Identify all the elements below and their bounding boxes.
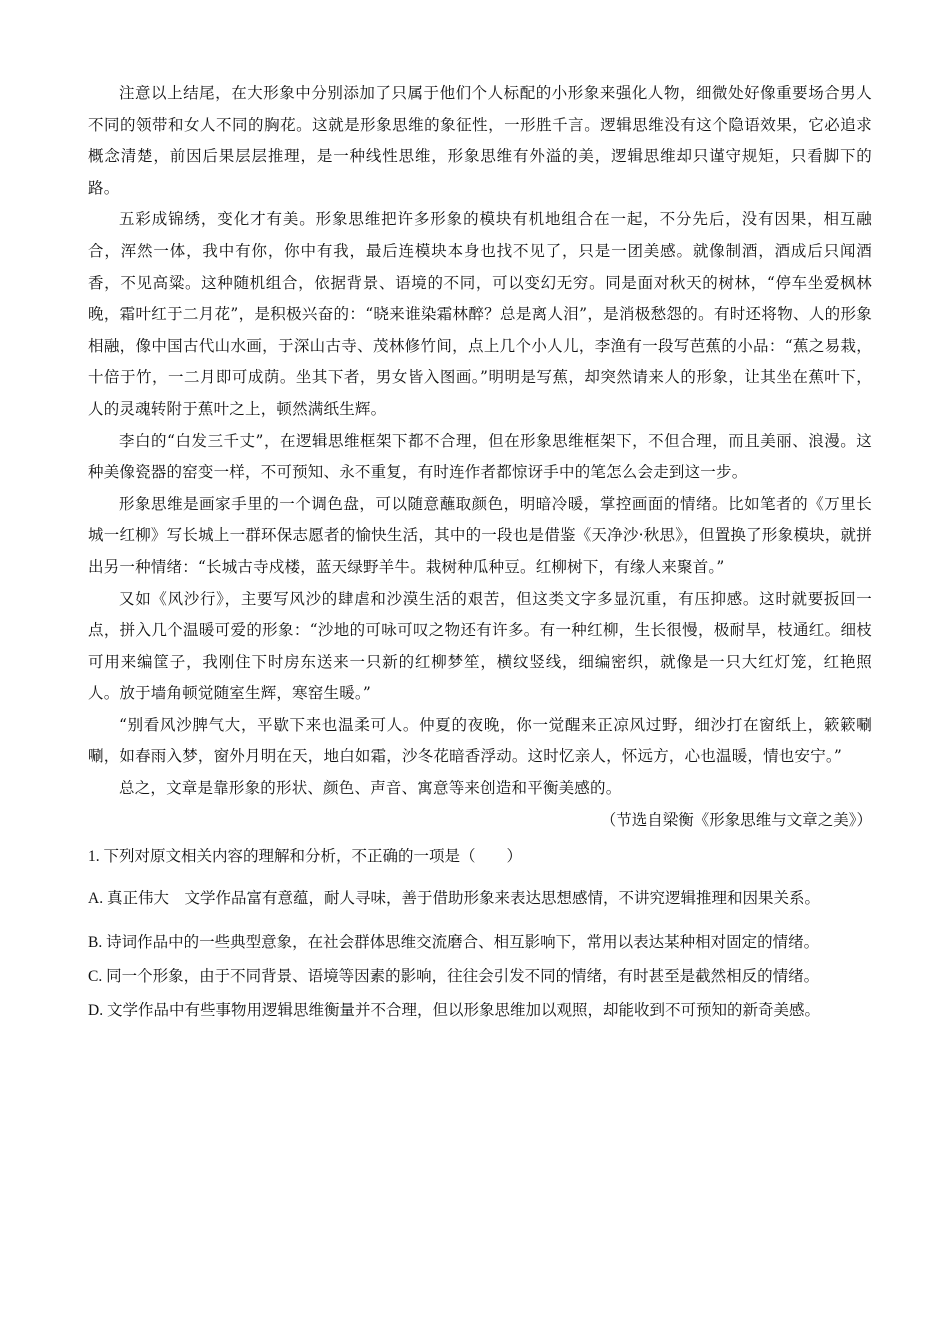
- article-paragraph-1: 注意以上结尾，在大形象中分别添加了只属于他们个人标配的小形象来强化人物，细微处好像重要场合男人不同的领带和女人不同的胸花。这就是形象思维的象征性，一形胜千言。逻辑思维没有这个隐语效果，它必追求概念清楚，前因后果层层推理，是一种线性思维，形象思维有外溢的美，逻辑思维却只谨守规矩，只看脚下的路。: [88, 84, 872, 197]
- question-option-a: A. 真正伟大 文学作品富有意蕴，耐人寻味，善于借助形象来表达思想感情，不讲究逻辑推理和因果关系。: [88, 890, 820, 908]
- article-paragraph-7: 总之，文章是靠形象的形状、颜色、声音、寓意等来创造和平衡美感的。: [119, 779, 622, 798]
- article-source: （节选自梁衡《形象思维与文章之美》）: [600, 810, 872, 829]
- question-stem: 1. 下列对原文相关内容的理解和分析，不正确的一项是（ ）: [88, 848, 523, 866]
- question-option-d: D. 文学作品中有些事物用逻辑思维衡量并不合理，但以形象思维加以观照，却能收到不可预知的新奇美感。: [88, 1002, 820, 1020]
- document-page: [88, 78, 872, 1026]
- article-paragraph-2: 五彩成锦绣，变化才有美。形象思维把许多形象的模块有机地组合在一起，不分先后，没有因果，相互融合，浑然一体，我中有你，你中有我，最后连模块本身也找不见了，只是一团美感。就像制酒，酒成后只闻酒香，不见高粱。这种随机组合，依据背景、语境的不同，可以变幻无穷。同是面对秋天的树林，“停车坐爱枫林晚，霜叶红于二月花”，是积极兴奋的：“晓来谁染霜林醉？总是离人泪”，是消极愁怨的。有时还将物、人的形象相融，像中国古代山水画，于深山古寺、茂林修竹间，点上几个小人儿，李渔有一段写芭蕉的小品：“蕉之易栽，十倍于竹，一二月即可成荫。坐其下者，男女皆入图画。”明明是写蕉，却突然请来人的形象，让其坐在蕉叶下，人的灵魂转附于蕉叶之上，顿然满纸生辉。: [88, 210, 872, 418]
- question-option-b: B. 诗词作品中的一些典型意象，在社会群体思维交流磨合、相互影响下，常用以表达某种相对固定的情绪。: [88, 934, 820, 952]
- article-paragraph-6: “别看风沙脾气大，平歇下来也温柔可人。仲夏的夜晚，你一觉醒来正凉风过野，细沙打在窗纸上，簌簌唰唰，如春雨入梦，窗外月明在天，地白如霜，沙冬花暗香浮动。这时忆亲人，怀远方，心也温暖，情也安宁。”: [88, 715, 872, 766]
- question-option-c: C. 同一个形象，由于不同背景、语境等因素的影响，往往会引发不同的情绪，有时甚至是截然相反的情绪。: [88, 968, 820, 986]
- article-paragraph-5: 又如《风沙行》，主要写风沙的肆虐和沙漠生活的艰苦，但这类文字多显沉重，有压抑感。这时就要扳回一点，拼入几个温暖可爱的形象：“沙地的可咏可叹之物还有许多。有一种红柳，生长很慢，极耐旱，枝通红。细枝可用来编筐子，我刚住下时房东送来一只新的红柳梦笙，横纹竖线，细编密织，就像是一只大红灯笼，红艳照人。放于墙角顿觉随室生辉，寒窑生暖。”: [88, 589, 872, 703]
- article-paragraph-4: 形象思维是画家手里的一个调色盘，可以随意蘸取颜色，明暗冷暖，掌控画面的情绪。比如笔者的《万里长城一红柳》写长城上一群环保志愿者的愉快生活，其中的一段也是借鉴《天净沙·秋思》，但置换了形象模块，就拼出另一种情绪：“长城古寺戍楼，蓝天绿野羊牛。栽树种瓜种豆。红柳树下，有缘人来聚首。”: [88, 494, 872, 576]
- article-paragraph-3: 李白的“白发三千丈”，在逻辑思维框架下都不合理，但在形象思维框架下，不但合理，而且美丽、浪漫。这种美像瓷器的窑变一样，不可预知、永不重复，有时连作者都惊讶手中的笔怎么会走到这一步。: [88, 431, 872, 482]
